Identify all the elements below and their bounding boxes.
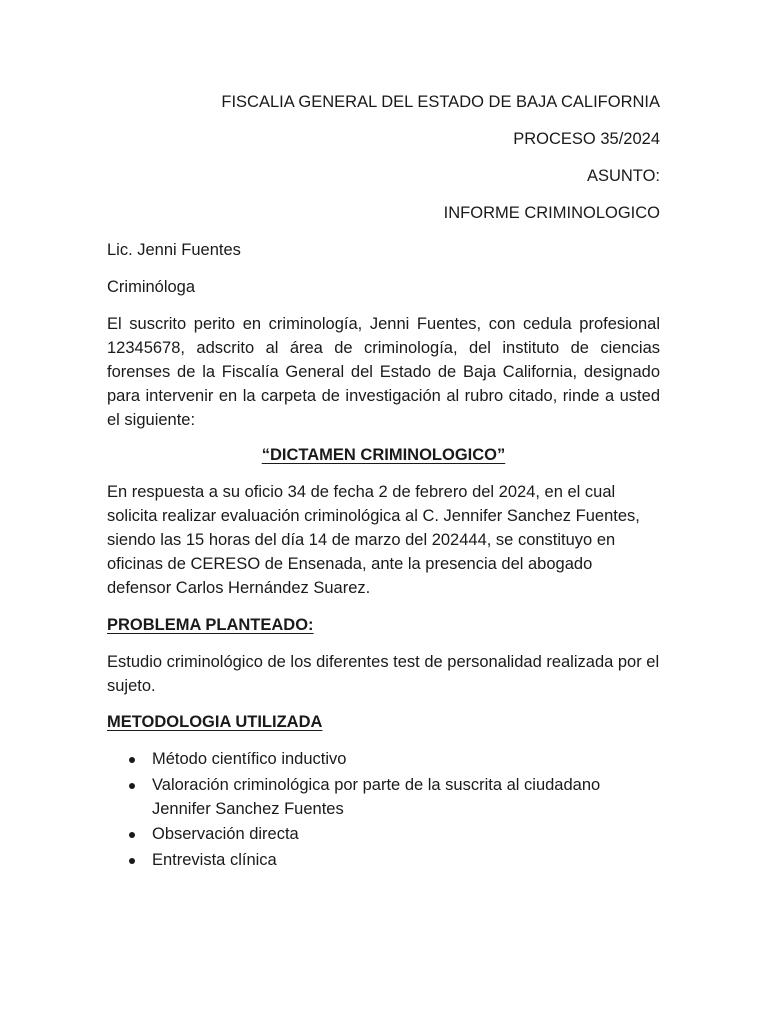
problem-heading: PROBLEMA PLANTEADO: — [107, 616, 314, 634]
subject-label: ASUNTO: — [586, 167, 660, 185]
bullet-icon — [129, 757, 135, 763]
recipient-role: Criminóloga — [107, 278, 196, 296]
process-number: PROCESO 35/2024 — [513, 130, 660, 148]
methodology-heading: METODOLOGIA UTILIZADA — [107, 713, 323, 731]
bullet-icon — [129, 783, 135, 789]
response-paragraph: En respuesta a su oficio 34 de fecha 2 de febrero del 2024, en el cual solicita realizar evaluación criminológica al C. Jennifer Sanchez Fuentes, siendo las 15 horas del día 14 de marzo del 202444, se constituyo en oficinas de CERESO de Ensenada, ante la presencia del abogado defensor Carlos Hernández Suarez. — [107, 483, 640, 597]
bullet-icon — [129, 832, 135, 838]
list-item-text: Entrevista clínica — [152, 850, 277, 869]
intro-paragraph: El suscrito perito en criminología, Jenni Fuentes, con cedula profesional 12345678, adscrito al área de criminología, del instituto de ciencias forenses de la Fiscalía General del Estado de Baja California, designado para intervenir en la carpeta de investigación al rubro citado, rinde a usted el siguiente: — [107, 315, 660, 429]
problem-text: Estudio criminológico de los diferentes test de personalidad realizada por el sujeto. — [107, 653, 660, 695]
list-item — [107, 773, 660, 821]
report-type: INFORME CRIMINOLOGICO — [443, 204, 660, 222]
list-item-text: Valoración criminológica por parte de la suscrita al ciudadano Jennifer Sanchez Fuentes — [152, 775, 601, 818]
methodology-list — [107, 747, 660, 873]
list-item-text: Método científico inductivo — [152, 750, 347, 768]
list-item — [107, 747, 660, 771]
institution-heading: FISCALIA GENERAL DEL ESTADO DE BAJA CALIFORNIA — [221, 93, 660, 111]
document-page — [107, 0, 660, 1024]
dictamen-title: “DICTAMEN CRIMINOLOGICO” — [261, 446, 506, 464]
list-item — [107, 822, 660, 846]
recipient-name: Lic. Jenni Fuentes — [107, 241, 241, 259]
list-item-text: Observación directa — [152, 825, 299, 843]
list-item — [107, 848, 660, 872]
bullet-icon — [129, 858, 135, 864]
